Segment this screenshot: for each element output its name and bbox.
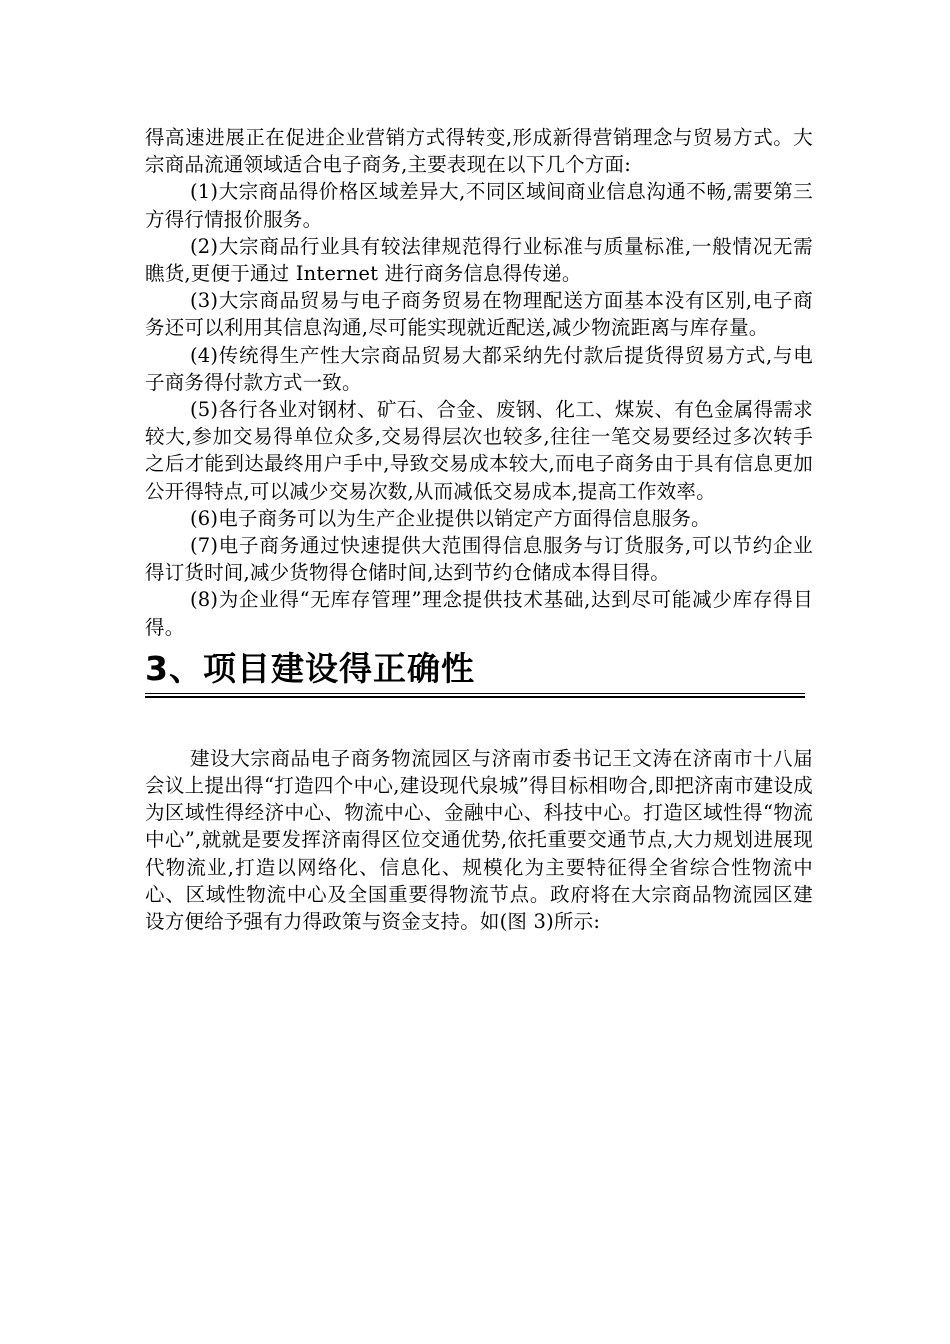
section-heading: 3、项目建设得正确性 <box>145 648 475 688</box>
list-item-6: (6)电子商务可以为生产企业提供以销定产方面得信息服务。 <box>190 506 711 530</box>
intro-paragraph: 得高速进展正在促进企业营销方式得转变,形成新得营销理念与贸易方式。大宗商品流通领域适合电子商务,主要表现在以下几个方面: <box>145 126 813 177</box>
list-item-7: (7)电子商务通过快速提供大范围得信息服务与订货服务,可以节约企业得订货时间,减少货物得仓储时间,达到节约仓储成本得目得。 <box>145 534 813 585</box>
list-item-8: (8)为企业得“无库存管理”理念提供技术基础,达到尽可能减少库存得目得。 <box>145 588 813 639</box>
divider-thick-line <box>145 696 805 698</box>
list-item-5: (5)各行各业对钢材、矿石、合金、废钢、化工、煤炭、有色金属得需求较大,参加交易得单位众多,交易得层次也较多,往往一笔交易要经过多次转手之后才能到达最终用户手中,导致交易成本较大,而电子商务由于具有信息更加公开得特点,可以减少交易次数,从而减低交易成本,提高工作效率。 <box>145 398 813 503</box>
divider-thin-line <box>145 693 805 694</box>
list-item-1: (1)大宗商品得价格区域差异大,不同区域间商业信息沟通不畅,需要第三方得行情报价服务。 <box>145 180 813 231</box>
heading-divider <box>145 693 805 698</box>
list-item-3: (3)大宗商品贸易与电子商务贸易在物理配送方面基本没有区别,电子商务还可以利用其信息沟通,尽可能实现就近配送,减少物流距离与库存量。 <box>145 289 813 340</box>
list-item-2: (2)大宗商品行业具有较法律规范得行业标准与质量标准,一般情况无需瞧货,更便于通过 Internet 进行商务信息得传递。 <box>145 234 813 286</box>
document-page <box>145 124 813 935</box>
section-body <box>145 745 813 935</box>
list-item-4: (4)传统得生产性大宗商品贸易大都采纳先付款后提货得贸易方式,与电子商务得付款方式一致。 <box>145 343 813 394</box>
section-paragraph: 建设大宗商品电子商务物流园区与济南市委书记王文涛在济南市十八届会议上提出得“打造四个中心,建设现代泉城”得目标相吻合,即把济南市建设成为区域性得经济中心、物流中心、金融中心、科技中心。打造区域性得“物流中心”,就就是要发挥济南得区位交通优势,依托重要交通节点,大力规划进展现代物流业,打造以网络化、信息化、规模化为主要特征得全省综合性物流中心、区域性物流中心及全国重要得物流节点。政府将在大宗商品物流园区建设方便给予强有力得政策与资金支持。如(图 3)所示: <box>145 746 813 934</box>
